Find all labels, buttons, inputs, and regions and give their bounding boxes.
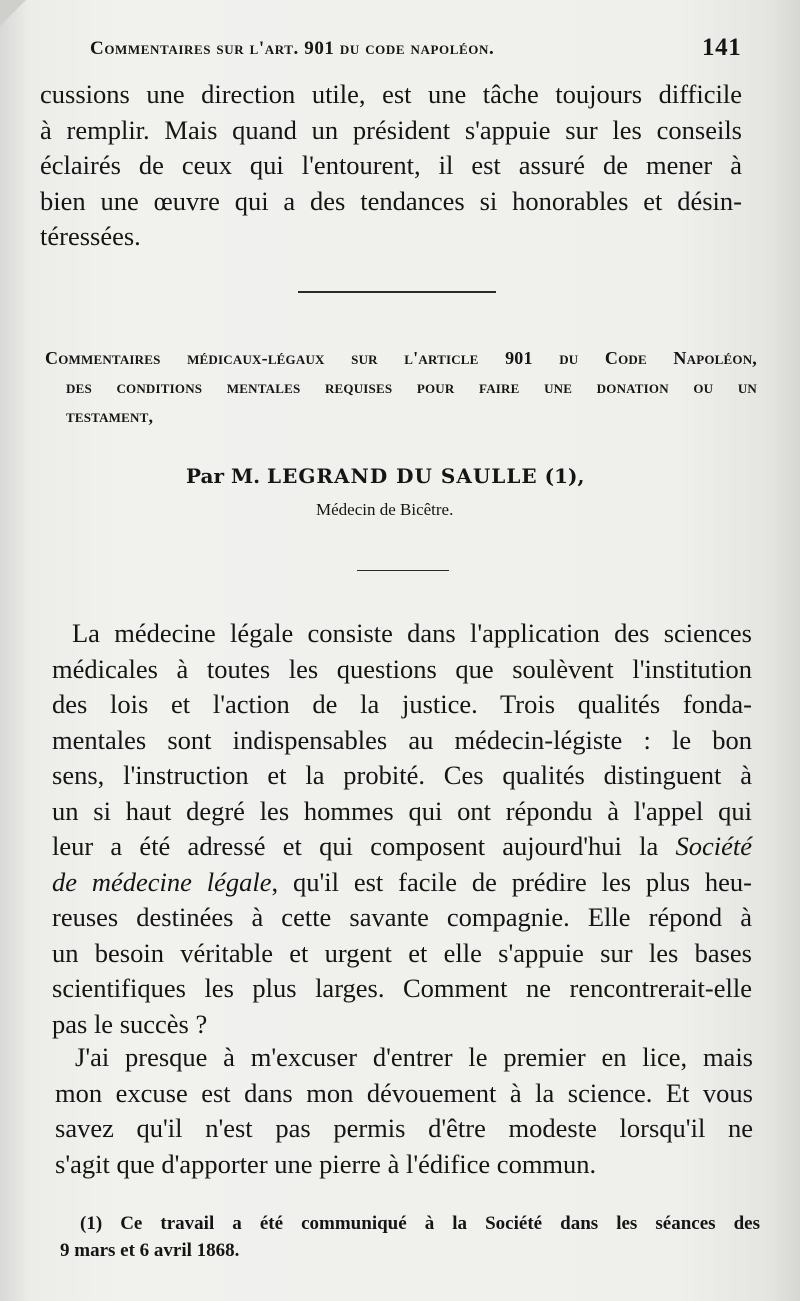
footnote-line: 9 mars et 6 avril 1868. bbox=[60, 1240, 240, 1261]
text-line: s'agit que d'apporter une pierre à l'édifice commun. bbox=[55, 1148, 597, 1179]
author-name: LEGRAND DU SAULLE bbox=[267, 464, 538, 488]
text-line: sens, l'instruction et la probité. Ces qualités distinguent à bbox=[52, 760, 752, 790]
byline-prefix: Par M. bbox=[186, 464, 261, 488]
text-line: à remplir. Mais quand un président s'appuie sur les conseils bbox=[40, 114, 742, 145]
title-line: testament, bbox=[66, 406, 154, 426]
text-line: pas le succès ? bbox=[52, 1008, 208, 1039]
text-line: mentales sont indispensables au médecin-légiste : le bon bbox=[52, 724, 752, 755]
text-line: La médecine légale consiste dans l'application des sciences bbox=[72, 618, 752, 648]
text-line: des lois et l'action de la justice. Trois qualités fonda- bbox=[52, 689, 752, 719]
text-line: mon excuse est dans mon dévouement à la science. Et vous bbox=[55, 1077, 753, 1108]
intro-paragraph bbox=[40, 77, 742, 255]
text-line: bien une œuvre qui a des tendances si honorables et désin- bbox=[40, 185, 742, 216]
page-corner-shadow bbox=[0, 0, 26, 26]
body-paragraph bbox=[52, 616, 752, 1042]
article-title bbox=[45, 344, 757, 431]
text-line: cussions une direction utile, est une tâche toujours difficile bbox=[40, 79, 742, 109]
page-number: 141 bbox=[702, 34, 742, 61]
title-divider bbox=[357, 570, 449, 571]
running-head bbox=[90, 34, 770, 68]
title-line: Commentaires médicaux-légaux sur l'article 901 du Code Napoléon, bbox=[45, 348, 757, 368]
footnote bbox=[60, 1210, 760, 1264]
author-affiliation: Médecin de Bicêtre. bbox=[316, 500, 454, 519]
title-line: des conditions mentales requises pour faire une donation ou un bbox=[66, 377, 757, 397]
italic-society-name: Société bbox=[675, 831, 753, 861]
text-line bbox=[52, 829, 752, 865]
section-divider bbox=[298, 291, 496, 293]
text-line: scientifiques les plus larges. Comment ne rencontrerait-elle bbox=[52, 973, 752, 1003]
text-line: reuses destinées à cette savante compagnie. Elle répond à bbox=[52, 902, 752, 932]
text-line: éclairés de ceux qui l'entourent, il est assuré de mener à bbox=[40, 150, 742, 180]
running-head-title: Commentaires sur l'art. 901 du code napoléon. bbox=[90, 38, 495, 59]
text-line: un si haut degré les hommes qui ont répondu à l'appel qui bbox=[52, 795, 752, 826]
text-line: téressées. bbox=[40, 221, 141, 251]
footnote-reference: (1), bbox=[544, 464, 585, 488]
text-line bbox=[52, 865, 752, 901]
footnote-line: (1) Ce travail a été communiqué à la Société dans les séances des bbox=[80, 1213, 760, 1234]
italic-society-name: de médecine légale bbox=[52, 866, 272, 897]
text-segment: , qu'il est facile de prédire les plus heu- bbox=[271, 866, 752, 897]
text-line: médicales à toutes les questions que soulèvent l'institution bbox=[52, 653, 752, 684]
text-line: savez qu'il n'est pas permis d'être modeste lorsqu'il ne bbox=[55, 1113, 753, 1143]
body-paragraph bbox=[55, 1040, 753, 1182]
byline bbox=[186, 464, 616, 488]
text-line: un besoin véritable et urgent et elle s'appuie sur les bases bbox=[52, 937, 752, 968]
text-segment: leur a été adressé et qui composent aujourd'hui la bbox=[52, 831, 659, 861]
text-line: J'ai presque à m'excuser d'entrer le premier en lice, mais bbox=[75, 1042, 753, 1072]
